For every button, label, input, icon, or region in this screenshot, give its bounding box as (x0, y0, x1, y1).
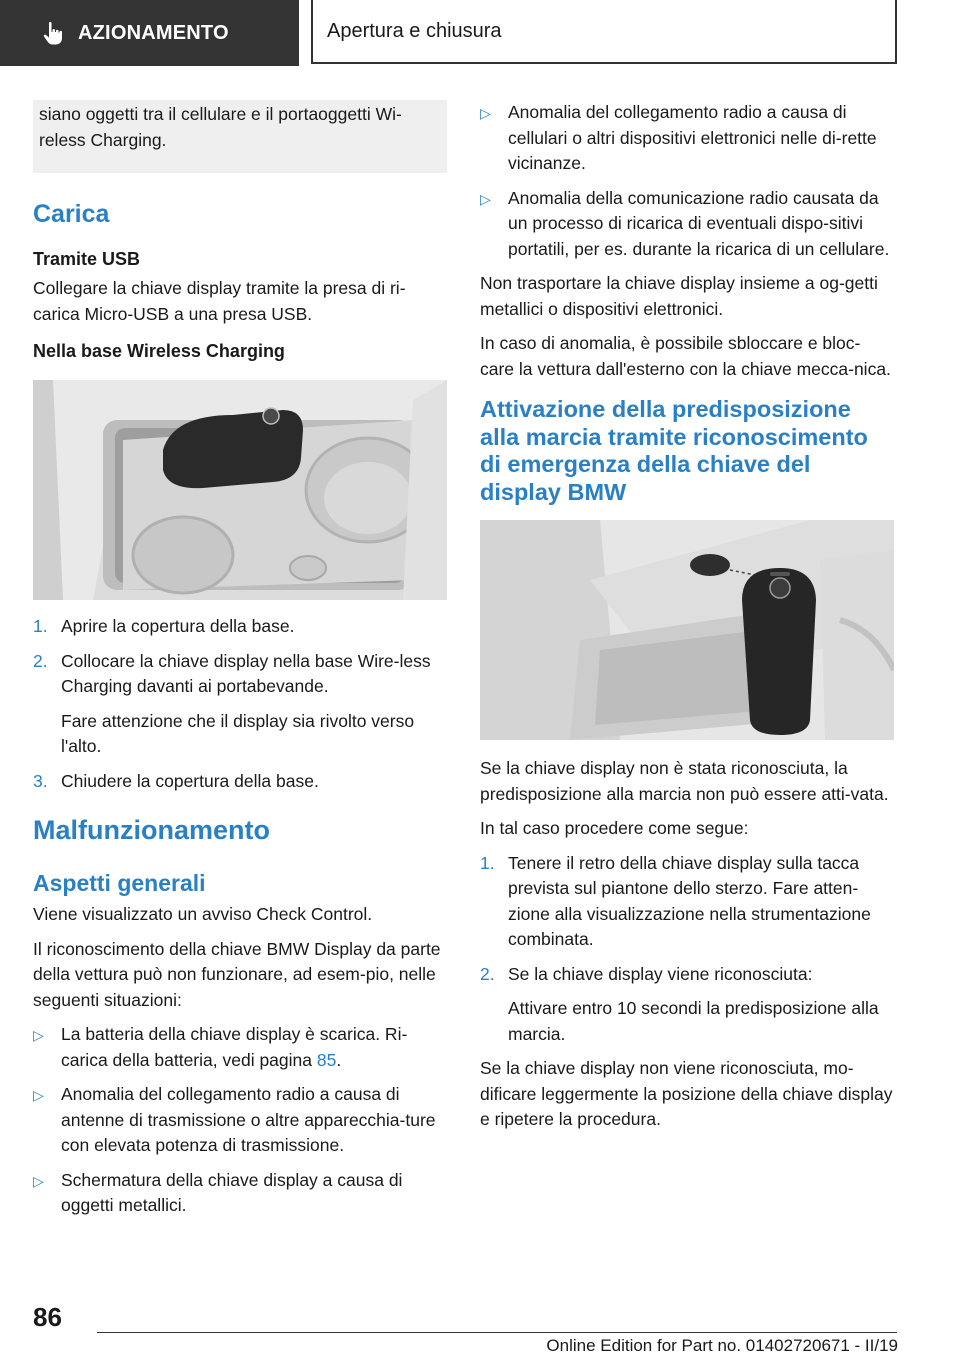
continued-note (33, 100, 447, 173)
step-text: Se la chiave display viene riconosciuta: (508, 963, 813, 984)
chapter-tab[interactable] (0, 0, 299, 66)
step-number: 2. (33, 650, 48, 671)
page-link[interactable]: 85 (316, 1049, 337, 1070)
step-text: Aprire la copertura della base. (61, 616, 295, 636)
list-item (480, 851, 894, 953)
list-item (33, 1082, 447, 1159)
retry-paragraph: Se la chiave display non viene riconosciuta, mo-dificare leggermente la posizione della chiave display e ripetere la procedura. (480, 1058, 893, 1129)
carica-heading: Carica (33, 200, 110, 228)
list-item (480, 100, 894, 177)
emergency-detection-heading: Attivazione della predisposizione alla marcia tramite riconoscimento di emergenza della chiave del display BMW (480, 396, 868, 505)
mechanical-key-paragraph: In caso di anomalia, è possibile sbloccare e bloc-care la vettura dall'esterno con la chiave mecca-nica. (480, 333, 891, 379)
hand-pointer-icon (40, 20, 66, 46)
step-number: 3. (33, 770, 48, 791)
step-text: Chiudere la copertura della base. (61, 770, 319, 791)
list-item (33, 1168, 447, 1219)
page-header (0, 0, 960, 66)
bullet-text: Schermatura della chiave display a causa di oggetti metallici. (61, 1169, 403, 1215)
step-number: 2. (480, 963, 495, 984)
page-number: 86 (33, 1302, 62, 1332)
list-item (480, 962, 894, 1048)
placement-steps (33, 614, 447, 794)
not-recognized-paragraph: Se la chiave display non è stata riconosciuta, la predisposizione alla marcia non può essere atti-vata. (480, 758, 889, 804)
step-text: Tenere il retro della chiave display sulla tacca prevista sul piantone dello sterzo. Fare atten-zione alla visualizzazione nella strumentazione combinata. (508, 852, 871, 949)
check-control-paragraph: Viene visualizzato un avviso Check Control. (33, 904, 373, 924)
list-item (33, 649, 447, 760)
bullet-text: Anomalia del collegamento radio a causa di antenne di trasmissione o altre apparecchia-ture con elevata potenza di trasmissione. (61, 1084, 436, 1155)
triangle-right-icon: ▷ (480, 190, 491, 207)
step-number: 1. (33, 616, 48, 636)
step-number: 1. (480, 852, 495, 873)
situations-list-continued (480, 100, 894, 262)
list-item (33, 769, 447, 795)
situations-paragraph: Il riconoscimento della chiave BMW Display da parte della vettura può non funzionare, ad esem-pio, nelle seguenti situazioni: (33, 938, 441, 1010)
steering-column-key-image (480, 520, 894, 740)
metal-objects-paragraph: Non trasportare la chiave display insieme a og-getti metallici o dispositivi elettronici. (480, 273, 878, 319)
chapter-title: AZIONAMENTO (78, 21, 229, 44)
usb-paragraph: Collegare la chiave display tramite la presa di ri-carica Micro-USB a una presa USB. (33, 278, 406, 324)
triangle-right-icon: ▷ (33, 1172, 44, 1189)
left-column (33, 100, 447, 1228)
list-item (33, 614, 447, 640)
bullet-text: La batteria della chiave display è scarica. Ri-carica della batteria, vedi pagina (61, 1024, 408, 1070)
situations-list (33, 1022, 447, 1219)
emergency-steps (480, 851, 894, 1048)
page-footer (0, 1290, 960, 1362)
edition-note: Online Edition for Part no. 01402720671 - II/19 (546, 1336, 898, 1355)
step-text: Collocare la chiave display nella base Wire-less Charging davanti ai portabevande. (61, 650, 431, 696)
wireless-charging-base-image (33, 380, 447, 600)
list-item (480, 186, 894, 263)
procedure-intro: In tal caso procedere come segue: (480, 818, 749, 838)
list-item (33, 1022, 447, 1073)
section-title: Apertura e chiusura (327, 19, 502, 42)
triangle-right-icon: ▷ (480, 105, 491, 121)
triangle-right-icon: ▷ (33, 1027, 44, 1043)
step-note: Attivare entro 10 secondi la predisposizione alla marcia. (508, 998, 879, 1044)
step-note: Fare attenzione che il display sia rivolto verso l'alto. (61, 710, 415, 756)
bullet-text: Anomalia del collegamento radio a causa di cellulari o altri dispositivi elettronici nelle di-rette vicinanze. (508, 102, 877, 173)
malfunction-heading: Malfunzionamento (33, 815, 270, 845)
right-column (480, 100, 894, 1142)
triangle-right-icon: ▷ (33, 1087, 44, 1103)
usb-heading: Tramite USB (33, 249, 141, 269)
footer-divider (97, 1332, 897, 1333)
continued-text: siano oggetti tra il cellulare e il portaoggetti Wi-reless Charging. (39, 104, 402, 150)
bullet-text: Anomalia della comunicazione radio causata da un processo di ricarica di eventuali dispo-sitivi portatili, per es. durante la ricarica di un cellulare. (508, 187, 890, 259)
general-aspects-heading: Aspetti generali (33, 870, 206, 896)
section-tab[interactable] (311, 0, 897, 64)
bullet-tail: . (336, 1049, 342, 1070)
wireless-base-heading: Nella base Wireless Charging (33, 341, 285, 361)
